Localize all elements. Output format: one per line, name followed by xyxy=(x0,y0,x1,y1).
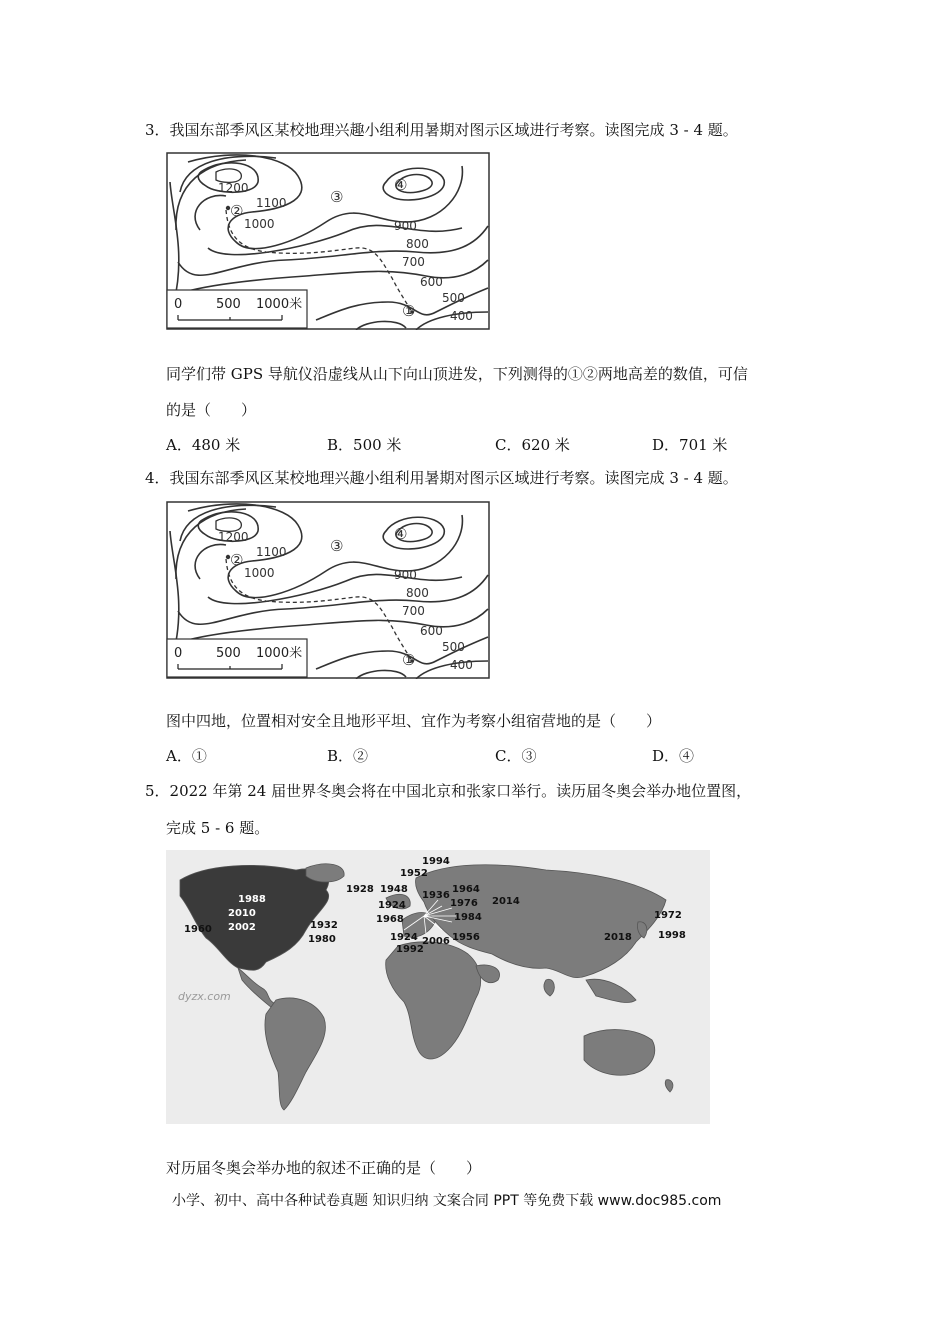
contour-map-q3 xyxy=(166,152,490,334)
contour-label-1000: 1000 xyxy=(244,217,275,231)
point-1: ① xyxy=(402,302,416,320)
contour-label-600: 600 xyxy=(420,275,443,289)
year-label-1976: 1976 xyxy=(450,898,478,909)
question-3-stem: 3．我国东部季风区某校地理兴趣小组利用暑期对图示区域进行考察。读图完成 3 - 4 题。 xyxy=(145,121,738,139)
year-label-2006: 2006 xyxy=(422,936,450,947)
question-5-text-line1: 对历届冬奥会举办地的叙述不正确的是（ ） xyxy=(166,1159,482,1177)
year-label-1988: 1988 xyxy=(238,894,266,905)
year-label-1932: 1932 xyxy=(310,920,338,931)
point-4: ④ xyxy=(394,176,408,194)
year-label-1972: 1972 xyxy=(654,910,682,921)
contour-label-500: 500 xyxy=(442,291,465,305)
year-label-1956: 1956 xyxy=(452,932,480,943)
year-label-2018: 2018 xyxy=(604,932,632,943)
question-3-option-a[interactable]: A．480 米 xyxy=(166,436,241,454)
year-label-1948: 1948 xyxy=(380,884,408,895)
question-3-option-d[interactable]: D．701 米 xyxy=(652,436,728,454)
year-label-1968: 1968 xyxy=(376,914,404,925)
contour-label-400: 400 xyxy=(450,658,473,672)
contour-label-1000: 1000 xyxy=(244,566,275,580)
scale-label-0: 0 xyxy=(174,646,183,661)
point-3: ③ xyxy=(330,537,344,555)
year-label-1992: 1992 xyxy=(396,944,424,955)
year-label-1964: 1964 xyxy=(452,884,480,895)
contour-label-800: 800 xyxy=(406,237,429,251)
year-label-1980: 1980 xyxy=(308,934,336,945)
scale-label-1000: 1000米 xyxy=(256,646,303,661)
question-5-stem-line2: 完成 5 - 6 题。 xyxy=(166,819,270,837)
year-label-1924b: 1924 xyxy=(390,932,418,943)
contour-label-900: 900 xyxy=(394,219,417,233)
question-4-option-a[interactable]: A．① xyxy=(166,747,207,765)
year-label-2014: 2014 xyxy=(492,896,520,907)
question-4-option-d[interactable]: D．④ xyxy=(652,747,695,765)
contour-label-1200: 1200 xyxy=(218,181,249,195)
year-label-1984: 1984 xyxy=(454,912,482,923)
year-label-1928: 1928 xyxy=(346,884,374,895)
page-footer: 小学、初中、高中各种试卷真题 知识归纳 文案合同 PPT 等免费下载 www.doc985.com xyxy=(172,1193,722,1209)
point-2: ② xyxy=(230,551,244,569)
year-label-1936: 1936 xyxy=(422,890,450,901)
year-label-1998: 1998 xyxy=(658,930,686,941)
contour-label-1200: 1200 xyxy=(218,530,249,544)
year-label-1960: 1960 xyxy=(184,924,212,935)
contour-label-700: 700 xyxy=(402,255,425,269)
scale-label-500: 500 xyxy=(216,297,241,312)
year-label-1924: 1924 xyxy=(378,900,406,911)
question-4-text-line1: 图中四地，位置相对安全且地形平坦、宜作为考察小组宿营地的是（ ） xyxy=(166,712,662,730)
contour-label-400: 400 xyxy=(450,309,473,323)
question-5-stem-line1: 5．2022 年第 24 届世界冬奥会将在中国北京和张家口举行。读历届冬奥会举办地位置图， xyxy=(145,782,752,800)
contour-label-600: 600 xyxy=(420,624,443,638)
scale-label-1000: 1000米 xyxy=(256,297,303,312)
question-3-text-line2: 的是（ ） xyxy=(166,401,257,419)
year-label-2002: 2002 xyxy=(228,922,256,933)
contour-label-500: 500 xyxy=(442,640,465,654)
point-1: ① xyxy=(402,651,416,669)
scale-label-500: 500 xyxy=(216,646,241,661)
contour-map-q4 xyxy=(166,501,490,683)
year-label-2010: 2010 xyxy=(228,908,256,919)
contour-label-1100: 1100 xyxy=(256,196,287,210)
world-map xyxy=(166,850,710,1128)
contour-label-800: 800 xyxy=(406,586,429,600)
question-3-option-b[interactable]: B．500 米 xyxy=(327,436,402,454)
point-2: ② xyxy=(230,202,244,220)
point-4: ④ xyxy=(394,525,408,543)
question-3-text-line1: 同学们带 GPS 导航仪沿虚线从山下向山顶进发，下列测得的①②两地高差的数值，可信 xyxy=(166,365,748,383)
scale-label-0: 0 xyxy=(174,297,183,312)
contour-label-1100: 1100 xyxy=(256,545,287,559)
year-label-1994: 1994 xyxy=(422,856,450,867)
contour-label-700: 700 xyxy=(402,604,425,618)
point-3: ③ xyxy=(330,188,344,206)
contour-label-900: 900 xyxy=(394,568,417,582)
question-4-option-b[interactable]: B．② xyxy=(327,747,369,765)
year-label-1952: 1952 xyxy=(400,868,428,879)
question-4-stem: 4．我国东部季风区某校地理兴趣小组利用暑期对图示区域进行考察。读图完成 3 - 4 题。 xyxy=(145,469,738,487)
question-4-option-c[interactable]: C．③ xyxy=(495,747,537,765)
map-watermark: dyzx.com xyxy=(178,990,231,1003)
question-3-option-c[interactable]: C．620 米 xyxy=(495,436,570,454)
